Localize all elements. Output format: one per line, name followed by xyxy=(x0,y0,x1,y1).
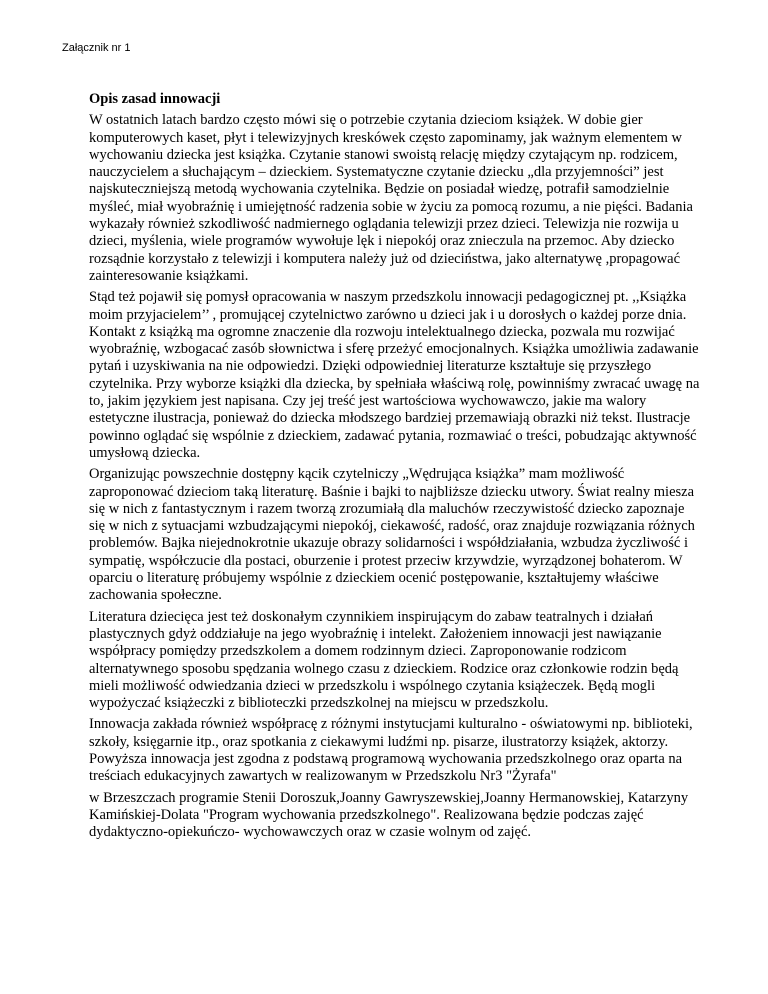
attachment-label: Załącznik nr 1 xyxy=(62,42,131,54)
paragraph-4: Literatura dziecięca jest też doskonałym czynnikiem inspirującym do zabaw teatralnych i działań plastycznych gdyż oddziałuje na jego wyobraźnię i intelekt. Założeniem innowacji jest nawiązanie współpracy pomiędzy przedszkolem a domem rodzinnym dzieci. Zaproponowanie rodzicom alternatywnego sposobu spędzania wolnego czasu z dzieckiem. Rodzice oraz członkowie rodzin będą mieli możliwość odwiedzania dzieci w przedszkolu i wspólnego czytania książeczek. Będą mogli wypożyczać książeczki z biblioteczki przedszkolnej na miejscu w przedszkolu. xyxy=(89,608,679,712)
paragraph-6: w Brzeszczach programie Stenii Doroszuk,Joanny Gawryszewskiej,Joanny Hermanowskiej, Katarzyny Kamińskiej-Dolata "Program wychowania przedszkolnego". Realizowana będzie podczas zajęć dydaktyczno-opiekuńczo- wychowawczych oraz w czasie wolnym od zajęć. xyxy=(89,789,689,841)
paragraph-3: Organizując powszechnie dostępny kącik czytelniczy „Wędrująca książka” mam możliwość zaproponować dzieciom taką literaturę. Baśnie i bajki to najbliższe dziecku utwory. Świat realny miesza się w nich z fantastycznym i razem tworzą zrozumiałą dla maluchów rzeczywistość dziecko zapoznaje się w nich z sytuacjami wzbudzającymi niepokój, ciekawość, radość, oraz znajduje rozwiązania różnych problemów. Bajka niejednokrotnie ukazuje obrazy solidarności i współdziałania, wzbudza życzliwość i sympatię, współczucie dla postaci, oburzenie i protest przeciw krzywdzie, wyrządzonej bohaterom. W oparciu o literaturę próbujemy wspólnie z dzieckiem ocenić postępowanie, kształtujemy właściwe zachowania społeczne. xyxy=(89,466,695,604)
paragraph-1: W ostatnich latach bardzo często mówi się o potrzebie czytania dzieciom książek. W dobie gier komputerowych kaset, płyt i telewizyjnych kreskówek często zapominamy, jak ważnym elementem w wychowaniu dziecka jest książka. Czytanie stanowi swoistą relację między czytającym np. rodzicem, nauczycielem a słuchającym – dzieckiem. Systematyczne czytanie dziecku „dla przyjemności” jest najskuteczniejszą metodą wychowania czytelnika. Będzie on posiadał wiedzę, potrafił samodzielnie myśleć, miał wyobraźnię i umiejętność radzenia sobie w życiu za pomocą rozumu, a nie pięści. Badania wykazały również szkodliwość nadmiernego oglądania telewizji przez dzieci. Telewizja nie rozwija u dzieci, myślenia, wiele programów wywołuje lęk i niepokój oraz znieczula na przemoc. Aby dziecko rozsądnie korzystało z telewizji i komputera należy już od dzieciństwa, jako alternatywę ,propagować zainteresowanie książkami. xyxy=(89,112,693,284)
paragraph-5: Innowacja zakłada również współpracę z różnymi instytucjami kulturalno - oświatowymi np. biblioteki, szkoły, księgarnie itp., oraz spotkania z ciekawymi ludźmi np. pisarze, ilustratorzy książek, aktorzy. Powyższa innowacja jest zgodna z podstawą programową wychowania przedszkolnego oraz oparta na treściach edukacyjnych zawartych w realizowanym w Przedszkolu Nr3 "Żyrafa" xyxy=(89,716,693,785)
document-title: Opis zasad innowacji xyxy=(89,91,221,107)
paragraph-2: Stąd też pojawił się pomysł opracowania w naszym przedszkolu innowacji pedagogicznej pt. ,,Książka moim przyjacielem’’ , promującej czytelnictwo zarówno u dzieci jak i u dorosłych o każdej porze dnia. Kontakt z książką ma ogromne znaczenie dla rozwoju intelektualnego dziecka, pozwala mu rozwijać wyobraźnię, wzbogacać zasób słownictwa i sferę przeżyć emocjonalnych. Książka umożliwia zadawanie pytań i uzyskiwania na nie odpowiedzi. Dzięki odpowiedniej literaturze kształtuje się przyszłego czytelnika. Przy wyborze książki dla dziecka, by spełniała właściwą rolę, powinniśmy zwracać uwagę na to, jakim językiem jest napisana. Czy jej treść jest wartościowa wychowawczo, jakie ma walory estetyczne ilustracja, ponieważ do dziecka młodszego bardziej przemawiają obrazki niż tekst. Ilustracje powinno oglądać się wspólnie z dzieckiem, zadawać pytania, rozmawiać o treści, pobudzając aktywność umysłową dziecka. xyxy=(89,289,700,461)
document-body xyxy=(89,91,704,845)
